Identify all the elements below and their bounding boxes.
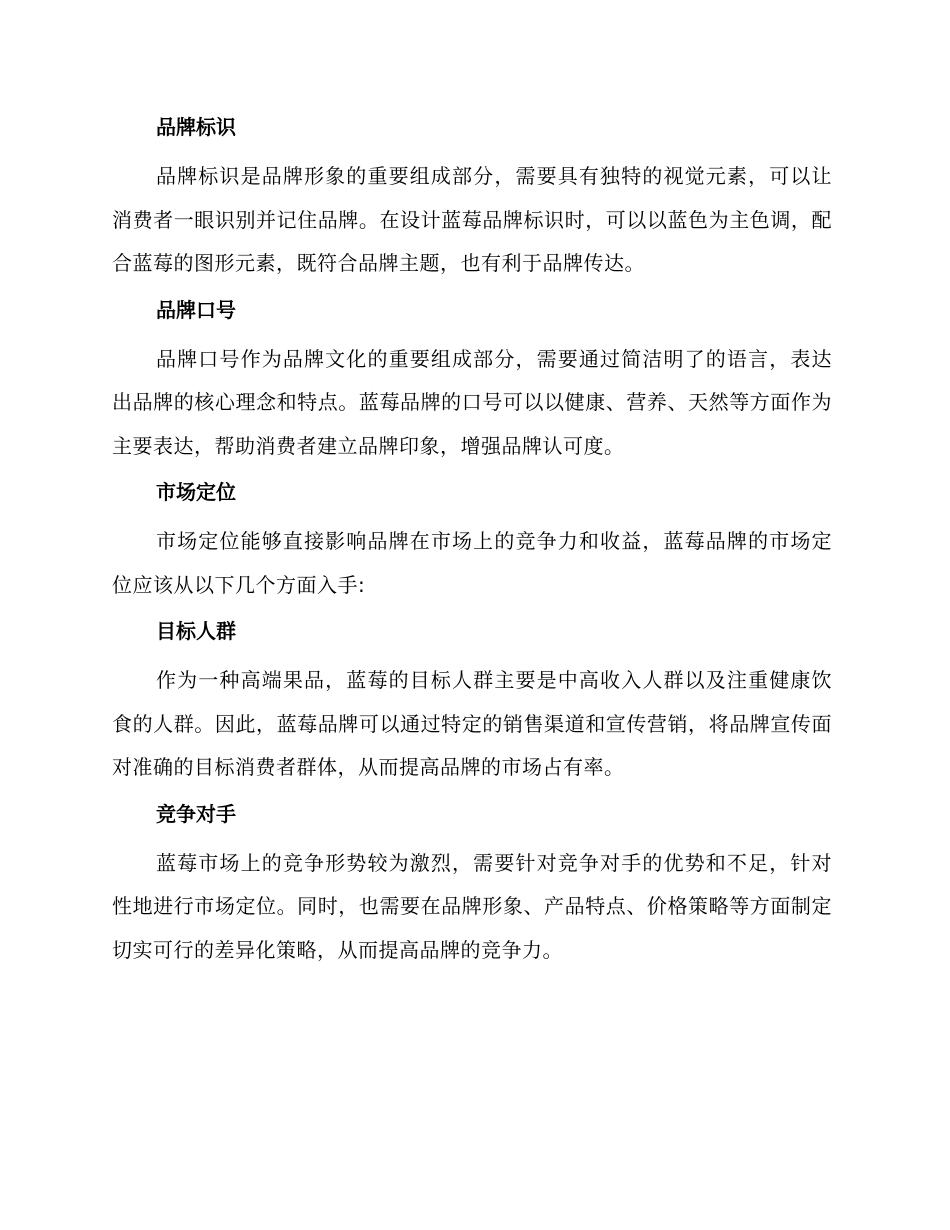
section-body-competitors: 蓝莓市场上的竞争形势较为激烈，需要针对竞争对手的优势和不足，针对性地进行市场定位。同时，也需要在品牌形象、产品特点、价格策略等方面制定切实可行的差异化策略，从而提高品牌的竞争力。	[112, 850, 832, 962]
section-heading-market-positioning: 市场定位	[156, 480, 236, 504]
section-heading-brand-slogan: 品牌口号	[156, 297, 236, 322]
document-page	[112, 108, 832, 977]
section-heading-brand-identity: 品牌标识	[156, 115, 236, 139]
section-body-target-audience: 作为一种高端果品，蓝莓的目标人群主要是中高收入人群以及注重健康饮食的人群。因此，蓝莓品牌可以通过特定的销售渠道和宣传营销，将品牌宣传面对准确的目标消费者群体，从而提高品牌的市场占有率。	[112, 668, 832, 779]
section-body-brand-identity: 品牌标识是品牌形象的重要组成部分，需要具有独特的视觉元素，可以让消费者一眼识别并记住品牌。在设计蓝莓品牌标识时，可以以蓝色为主色调，配合蓝莓的图形元素，既符合品牌主题，也有利于品牌传达。	[112, 164, 832, 275]
section-heading-competitors: 竞争对手	[156, 801, 236, 826]
section-body-market-positioning: 市场定位能够直接影响品牌在市场上的竞争力和收益，蓝莓品牌的市场定位应该从以下几个方面入手:	[112, 529, 832, 597]
section-heading-target-audience: 目标人群	[156, 619, 236, 643]
section-body-brand-slogan: 品牌口号作为品牌文化的重要组成部分，需要通过简洁明了的语言，表达出品牌的核心理念和特点。蓝莓品牌的口号可以以健康、营养、天然等方面作为主要表达，帮助消费者建立品牌印象，增强品牌认可度。	[112, 346, 832, 458]
